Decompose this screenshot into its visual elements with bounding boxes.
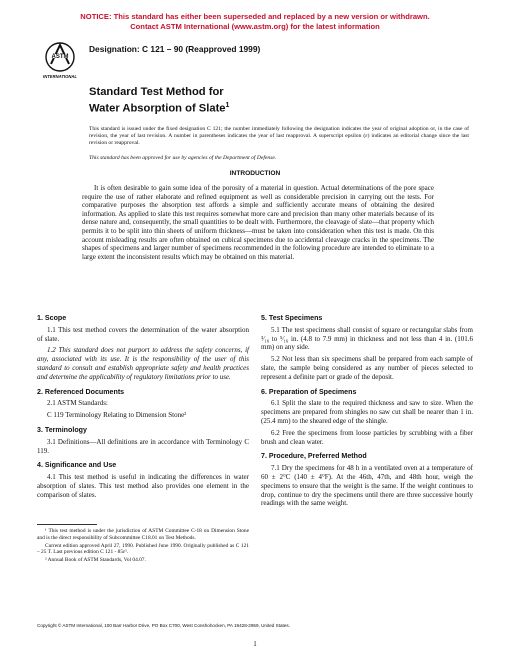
section-5-heading: 5. Test Specimens: [261, 314, 323, 322]
notice-line-1: NOTICE: This standard has either been superseded and replaced by a new version or withdrawn.: [80, 12, 430, 21]
astm-logo-icon: [40, 40, 80, 80]
copyright-footer: Copyright © ASTM International, 100 Barr Harbor Drive, PO Box C700, West Conshohocken, PA 19428-2959, United States.: [37, 623, 290, 628]
section-1-heading: 1. Scope: [37, 314, 67, 322]
footnote-2: ² Annual Book of ASTM Standards, Vol 04.07.: [45, 557, 146, 564]
footnotes: [37, 524, 249, 565]
page-number: 1: [253, 640, 257, 648]
section-2-1: 2.1 ASTM Standards:: [47, 399, 108, 408]
notice-line-2: Contact ASTM International (www.astm.org) for the latest information: [130, 22, 380, 31]
defense-note: This standard has been approved for use by agencies of the Department of Defense.: [89, 155, 277, 161]
referenced-standard: C 119 Terminology Relating to Dimension Stone²: [47, 411, 187, 420]
section-4-1: 4.1 This test method is useful in indicating the differences in water absorption of slates. This test method also provides one element in the comparison of slates.: [37, 473, 249, 499]
title-line-1: Standard Test Method for: [89, 86, 224, 98]
section-3-1: 3.1 Definitions—All definitions are in accordance with Terminology C 119.: [37, 437, 249, 455]
section-5-2: 5.2 Not less than six specimens shall be prepared from each sample of slate, the sample being considered as any number of pieces selected to represent a definite part or grade of the deposit.: [261, 355, 473, 381]
document-title: [89, 86, 229, 116]
right-column: [261, 308, 473, 511]
section-1-2: 1.2 This standard does not purport to address the safety concerns, if any, associated with its use. It is the responsibility of the user of this standard to consult and establish appropriate safety and health practices and determine the applicability of regulatory limitations prior to use.: [37, 346, 249, 381]
astm-logo: [40, 40, 80, 80]
withdrawal-notice: [0, 12, 510, 32]
section-3-heading: 3. Terminology: [37, 425, 87, 434]
section-7-1: 7.1 Dry the specimens for 48 h in a ventilated oven at a temperature of 60 ± 2°C (140 ± 4°F). At the 46th, 47th, and 48th hour, weigh the specimens to ensure that the weight is the same. If the weight continues to drop, continue to dry the specimens until there are three successive hourly readings with the same weight.: [261, 464, 473, 508]
footnote-1: ¹ This test method is under the jurisdiction of ASTM Committee C-18 on Dimension Stone and is the direct responsibility of Subcommittee C18.01 on Test Methods.: [37, 528, 249, 541]
section-5-1: 5.1 The test specimens shall consist of square or rectangular slabs from ³⁄₁₆ to ⁵⁄₁₆ in. (4.8 to 7.9 mm) in thickness and not less than 4 in. (101.6 mm) on any side.: [261, 325, 473, 352]
section-4-heading: 4. Significance and Use: [37, 461, 117, 470]
section-2-heading: 2. Referenced Documents: [37, 387, 125, 396]
title-line-2: Water Absorption of Slate: [89, 102, 226, 115]
standard-note: This standard is issued under the fixed designation C 121; the number immediately following the designation indicates the year of original adoption or, in the case of revision, the year of last revision. A number in parentheses indicates the year of last reapproval. A superscript epsilon (ε) indicates an editorial change since the last revision or reapproval.: [89, 126, 469, 147]
logo-text: ASTM: [51, 54, 69, 60]
title-footnote-marker: 1: [225, 102, 230, 109]
section-7-heading: 7. Procedure, Preferred Method: [261, 452, 367, 461]
footnote-divider: [37, 524, 97, 525]
section-1-1: 1.1 This test method covers the determination of the water absorption of slate.: [37, 325, 249, 343]
designation: Designation: C 121 – 90 (Reapproved 1999): [89, 44, 261, 54]
logo-subtext: INTERNATIONAL: [43, 74, 77, 79]
section-6-1: 6.1 Split the slate to the required thickness and saw to size. When the specimens are prepared from shingles no saw cut shall be nearer than 1 in. (25.4 mm) to the sheared edge of the shingle.: [261, 399, 473, 425]
footnote-1-edition: Current edition approved April 27, 1990. Published June 1990. Originally published as C 121 – 25 T. Last previous edition C 121 - 85ε¹.: [37, 542, 249, 556]
introduction-heading: INTRODUCTION: [229, 170, 281, 177]
section-6-2: 6.2 Free the specimens from loose particles by scrubbing with a fiber brush and clean water.: [261, 428, 473, 446]
introduction-text: It is often desirable to gain some idea of the porosity of a material in question. Actual determinations of the pore space require the use of rather elaborate and refined equipment as well as considerable precision in carrying out the tests. For comparative purposes the absorption test affords a simple and sufficiently accurate means of obtaining the desired information. As applied to slate this test requires somewhat more care and precision than many other materials because of its dense nature and, consequently, the small quantities to be dealt with. Furthermore, the cleavage of slate—that property which permits it to be split into thin sheets of uniform thickness—must be taken into consideration when this test is made. On this account misleading results are often obtained on cubical specimens due to accidental cleavage cracks in the specimens. The shapes of specimens and larger number of specimens recommended in the following procedure are intended to eliminate to a large extent the inconsistent results which may be obtained on this material.: [82, 184, 434, 261]
section-6-heading: 6. Preparation of Specimens: [261, 387, 357, 396]
left-column: [37, 308, 249, 503]
